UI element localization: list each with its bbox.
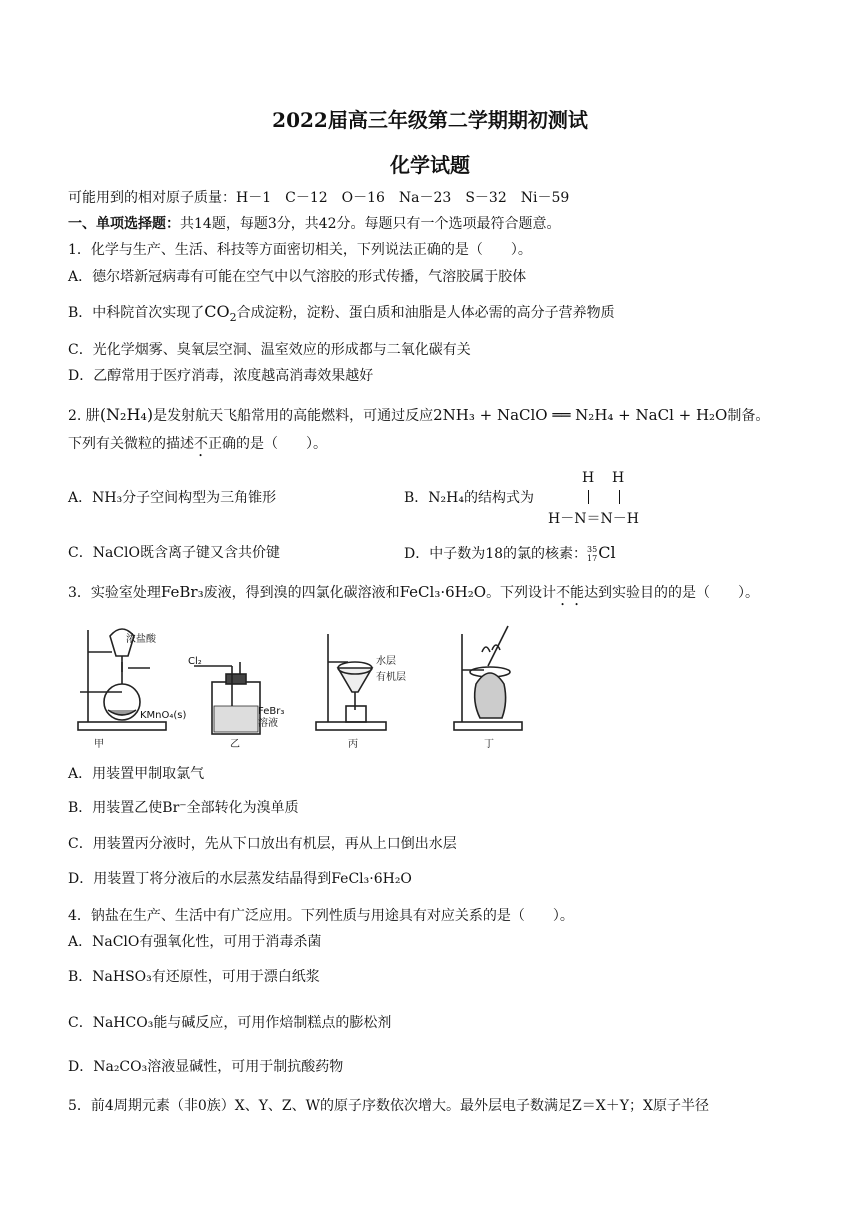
q2-pre: 2. 肼 (68, 408, 100, 424)
nuclide-symbol: Cl (598, 543, 616, 562)
q2-emphasis: 不 (194, 436, 208, 452)
page-title: 2022届高三年级第二学期期初测试 (272, 108, 588, 132)
page-subtitle: 化学试题 (390, 153, 470, 177)
q2-hydrazine-formula: (N₂H₄) (99, 405, 154, 424)
hydrazine-structure (548, 470, 658, 530)
q3-emphasis: 不能 (556, 585, 585, 601)
struct-h-right: H (612, 470, 625, 486)
q2-option-d (404, 543, 616, 564)
q1-b-post: 合成淀粉，淀粉、蛋白质和油脂是人体必需的高分子营养物质 (236, 305, 615, 321)
nuclide-mass: 35 (587, 545, 598, 554)
label-organic-layer: 有机层 (376, 672, 406, 683)
q1-b-pre: B．中科院首次实现了 (68, 305, 205, 321)
q2-reaction: 2NH₃ + NaClO ══ N₂H₄ + NaCl + H₂O (433, 406, 728, 424)
q4-stem: 4．钠盐在生产、生活中有广泛应用。下列性质与用途具有对应关系的是（ ）。 (68, 908, 574, 924)
label-yi: 乙 (230, 739, 240, 750)
q2-option-a: A．NH₃分子空间构型为三角锥形 (68, 490, 277, 506)
apparatus-yi (194, 662, 260, 734)
q4-option-d: D．Na₂CO₃溶液显碱性，可用于制抗酸药物 (68, 1059, 344, 1075)
nuclide-numbers (587, 545, 597, 563)
q3-post: 达到实验目的的是（ ）。 (584, 585, 760, 601)
q1-option-c: C．光化学烟雾、臭氧层空洞、温室效应的形成都与二氧化碳有关 (68, 342, 471, 358)
q1-option-d: D．乙醇常用于医疗消毒，浓度越高消毒效果越好 (68, 368, 374, 384)
struct-h-left: H (582, 470, 595, 486)
q2-line2-pre: 下列有关微粒的描述 (68, 436, 194, 452)
q2-post: 制备。 (727, 408, 770, 424)
q2-option-c: C．NaClO既含离子键又含共价键 (68, 545, 280, 561)
q4-option-c: C．NaHCO₃能与碱反应，可用作焙制糕点的膨松剂 (68, 1015, 392, 1031)
section-desc: 共14题，每题3分，共42分。每题只有一个选项最符合题意。 (180, 216, 561, 232)
q2-mid: 是发射航天飞船常用的高能燃料，可通过反应 (153, 408, 434, 424)
apparatus-figure (72, 622, 532, 757)
q5-stem: 5．前4周期元素（非0族）X、Y、Z、W的原子序数依次增大。最外层电子数满足Z＝X＋Y；X原子半径 (68, 1098, 709, 1114)
q3-mid2: 。下列设计 (486, 585, 557, 601)
q3-pre: 3．实验室处理 (68, 585, 161, 601)
q2-line2-post: 正确的是（ ）。 (208, 436, 327, 452)
q2-line1 (68, 405, 769, 426)
label-conc-hcl: 浓盐酸 (126, 634, 156, 645)
label-jia: 甲 (94, 739, 104, 750)
q1-option-b (68, 302, 615, 328)
apparatus-ding (454, 626, 522, 730)
q3-mid: 废液，得到溴的四氯化碳溶液和 (203, 585, 400, 601)
q1-stem: 1．化学与生产、生活、科技等方面密切相关，下列说法正确的是（ ）。 (68, 242, 532, 258)
q1-b-formula: CO (204, 302, 230, 321)
nuclide-atomic: 17 (587, 554, 598, 563)
label-cl2: Cl₂ (188, 656, 202, 667)
label-febr3: FeBr₃ (258, 706, 285, 717)
label-bing: 丙 (348, 739, 358, 750)
q2-line2 (68, 434, 327, 460)
section-title: 一、单项选择题： (68, 216, 180, 232)
q3-option-b: B．用装置乙使Br⁻全部转化为溴单质 (68, 800, 299, 816)
q3-option-d: D．用装置丁将分液后的水层蒸发结晶得到FeCl₃·6H₂O (68, 871, 412, 887)
label-ding: 丁 (484, 739, 494, 750)
q1-b-sub: 2 (229, 310, 237, 324)
q3-formula1: FeBr₃ (160, 583, 204, 601)
q4-option-a: A．NaClO有强氧化性，可用于消毒杀菌 (68, 934, 322, 950)
q3-formula2: FeCl₃·6H₂O (399, 583, 487, 601)
q3-option-a: A．用装置甲制取氯气 (68, 766, 205, 782)
q3-stem (68, 582, 759, 609)
q4-option-b: B．NaHSO₃有还原性，可用于漂白纸浆 (68, 969, 320, 985)
q3-option-c: C．用装置丙分液时，先从下口放出有机层，再从上口倒出水层 (68, 836, 457, 852)
atomic-masses: 可能用到的相对原子质量：H－1 C－12 O－16 Na－23 S－32 Ni－59 (68, 190, 570, 206)
label-water-layer: 水层 (376, 656, 396, 667)
struct-bond-right (619, 490, 620, 504)
struct-chain: H－N＝N－H (548, 511, 639, 527)
q1-option-a: A．德尔塔新冠病毒有可能在空气中以气溶胶的形式传播，气溶胶属于胶体 (68, 269, 527, 285)
label-kmno4: KMnO₄(s) (140, 710, 187, 721)
struct-bond-left (588, 490, 589, 504)
section-heading (68, 214, 561, 234)
label-solution: 溶液 (258, 718, 278, 729)
q2-option-b: B．N₂H₄的结构式为 (404, 490, 534, 506)
q2-d-pre: D．中子数为18的氯的核素： (404, 546, 588, 562)
